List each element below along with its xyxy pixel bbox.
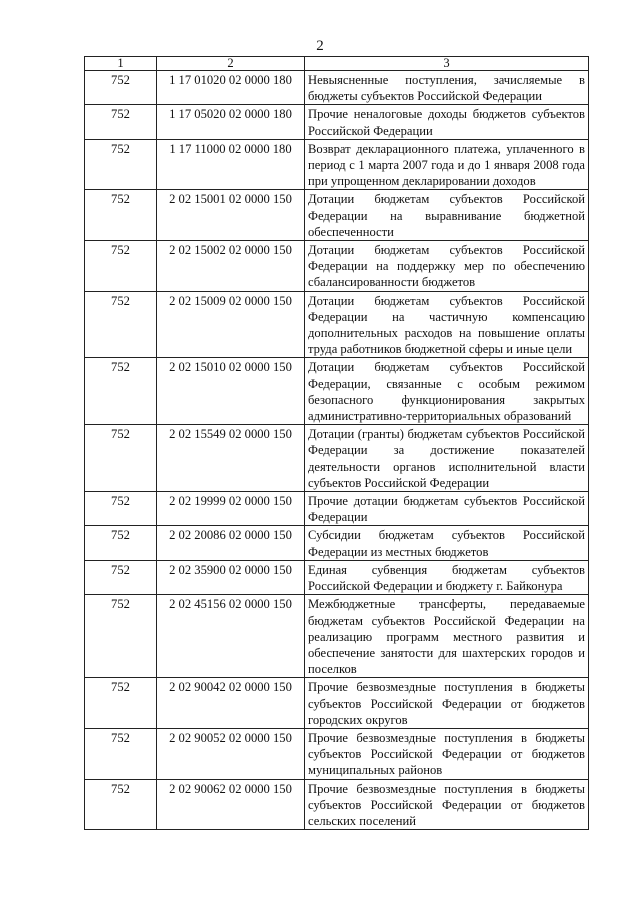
- header-row: [85, 57, 589, 71]
- revenue-name-cell: Дотации бюджетам субъектов Российской Федерации, связанные с особым режимом безопасного функционирования закрытых административно-территориальных образований: [305, 358, 589, 425]
- admin-code-cell: 752: [85, 358, 157, 425]
- admin-code-cell: 752: [85, 139, 157, 190]
- table-row: [85, 425, 589, 492]
- column-header-3: 3: [305, 57, 589, 71]
- revenue-name-cell: Дотации бюджетам субъектов Российской Федерации на частичную компенсацию дополнительных расходов на повышение оплаты труда работников бюджетной сферы и иные цели: [305, 291, 589, 358]
- table-header: [85, 57, 589, 71]
- revenue-name-cell: Прочие безвозмездные поступления в бюджеты субъектов Российской Федерации от бюджетов городских округов: [305, 678, 589, 729]
- admin-code-cell: 752: [85, 728, 157, 779]
- table-row: [85, 105, 589, 139]
- admin-code-cell: 752: [85, 241, 157, 292]
- table-row: [85, 139, 589, 190]
- revenue-name-cell: Дотации бюджетам субъектов Российской Федерации на выравнивание бюджетной обеспеченности: [305, 190, 589, 241]
- table-row: [85, 595, 589, 678]
- budget-code-cell: 2 02 90052 02 0000 150: [157, 728, 305, 779]
- page-number: 2: [316, 38, 324, 54]
- budget-code-cell: 2 02 15549 02 0000 150: [157, 425, 305, 492]
- budget-code-cell: 2 02 45156 02 0000 150: [157, 595, 305, 678]
- budget-code-cell: 1 17 11000 02 0000 180: [157, 139, 305, 190]
- admin-code-cell: 752: [85, 291, 157, 358]
- table-row: [85, 560, 589, 594]
- table-row: [85, 526, 589, 560]
- budget-code-cell: 1 17 05020 02 0000 180: [157, 105, 305, 139]
- revenue-name-cell: Межбюджетные трансферты, передаваемые бюджетам субъектов Российской Федерации на реализацию программ местного развития и обеспечение занятости для шахтерских городов и поселков: [305, 595, 589, 678]
- budget-code-cell: 2 02 35900 02 0000 150: [157, 560, 305, 594]
- budget-code-cell: 2 02 15009 02 0000 150: [157, 291, 305, 358]
- revenue-name-cell: Прочие неналоговые доходы бюджетов субъектов Российской Федерации: [305, 105, 589, 139]
- table-body: [85, 71, 589, 830]
- table-row: [85, 358, 589, 425]
- admin-code-cell: 752: [85, 779, 157, 830]
- admin-code-cell: 752: [85, 560, 157, 594]
- revenue-codes-table: [84, 56, 589, 830]
- table-row: [85, 728, 589, 779]
- table-row: [85, 291, 589, 358]
- revenue-name-cell: Прочие дотации бюджетам субъектов Российской Федерации: [305, 492, 589, 526]
- budget-code-cell: 2 02 15010 02 0000 150: [157, 358, 305, 425]
- table-row: [85, 492, 589, 526]
- budget-code-cell: 2 02 20086 02 0000 150: [157, 526, 305, 560]
- admin-code-cell: 752: [85, 71, 157, 105]
- admin-code-cell: 752: [85, 105, 157, 139]
- budget-code-cell: 2 02 90042 02 0000 150: [157, 678, 305, 729]
- revenue-name-cell: Прочие безвозмездные поступления в бюджеты субъектов Российской Федерации от бюджетов сельских поселений: [305, 779, 589, 830]
- table-row: [85, 190, 589, 241]
- revenue-name-cell: Возврат декларационного платежа, уплаченного в период с 1 марта 2007 года и до 1 января 2008 года при упрощенном декларировании доходов: [305, 139, 589, 190]
- admin-code-cell: 752: [85, 190, 157, 241]
- revenue-name-cell: Дотации бюджетам субъектов Российской Федерации на поддержку мер по обеспечению сбалансированности бюджетов: [305, 241, 589, 292]
- revenue-name-cell: Субсидии бюджетам субъектов Российской Федерации из местных бюджетов: [305, 526, 589, 560]
- table-row: [85, 678, 589, 729]
- revenue-name-cell: Дотации (гранты) бюджетам субъектов Российской Федерации за достижение показателей деятельности органов исполнительной власти субъектов Российской Федерации: [305, 425, 589, 492]
- budget-code-cell: 2 02 15002 02 0000 150: [157, 241, 305, 292]
- revenue-name-cell: Невыясненные поступления, зачисляемые в бюджеты субъектов Российской Федерации: [305, 71, 589, 105]
- admin-code-cell: 752: [85, 425, 157, 492]
- admin-code-cell: 752: [85, 678, 157, 729]
- budget-code-cell: 2 02 19999 02 0000 150: [157, 492, 305, 526]
- table-row: [85, 241, 589, 292]
- budget-code-cell: 2 02 15001 02 0000 150: [157, 190, 305, 241]
- table-row: [85, 71, 589, 105]
- admin-code-cell: 752: [85, 492, 157, 526]
- admin-code-cell: 752: [85, 526, 157, 560]
- admin-code-cell: 752: [85, 595, 157, 678]
- revenue-name-cell: Единая субвенция бюджетам субъектов Российской Федерации и бюджету г. Байконура: [305, 560, 589, 594]
- revenue-name-cell: Прочие безвозмездные поступления в бюджеты субъектов Российской Федерации от бюджетов муниципальных районов: [305, 728, 589, 779]
- column-header-1: 1: [85, 57, 157, 71]
- table-row: [85, 779, 589, 830]
- budget-code-cell: 2 02 90062 02 0000 150: [157, 779, 305, 830]
- column-header-2: 2: [157, 57, 305, 71]
- budget-code-cell: 1 17 01020 02 0000 180: [157, 71, 305, 105]
